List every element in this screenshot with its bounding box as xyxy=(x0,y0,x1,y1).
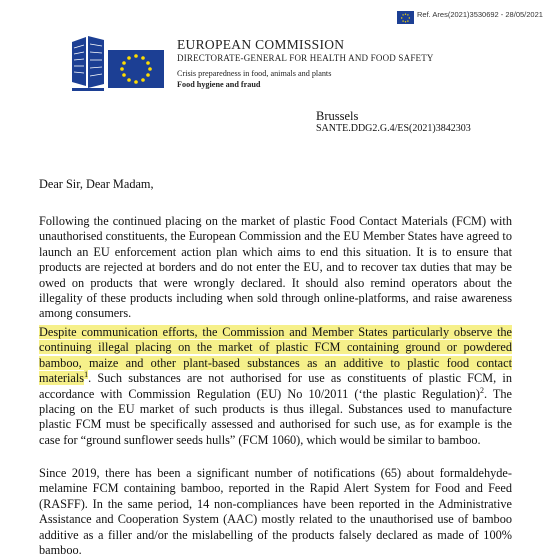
highlighted-text: Despite communication efforts, the Commission and Member States particularly observe the continuing illegal placing on the market of plastic FCM containing ground or powdered bamboo, maize and other plant-based substances as an additive to plastic food contact materials xyxy=(39,325,512,386)
commission-logo xyxy=(70,34,167,94)
paragraph-2-text-b: . The placing on the EU market of such products is thus illegal. Substances used to manufacture plastic FCM must be specifically assessed and authorised for such use, as for example is the case for “ground sunflower seeds hulls” (FCM 1060), which would be similar to bamboo. xyxy=(39,386,512,447)
eu-flag-logo-icon xyxy=(108,50,164,88)
directorate-name: Crisis preparedness in food, animals and plants xyxy=(177,69,332,78)
salutation: Dear Sir, Dear Madam, xyxy=(39,177,154,191)
paragraph-2 xyxy=(39,325,512,448)
dg-name: DIRECTORATE-GENERAL FOR HEALTH AND FOOD SAFETY xyxy=(177,53,434,63)
city: Brussels xyxy=(316,109,359,123)
paragraph-3: Since 2019, there has been a significant number of notifications (65) about formaldehyde-melamine FCM containing bamboo, reported in the Rapid Alert System for Food and Feed (RASFF). In the same period, 14 non-compliances have been reported in the Administrative Assistance and Cooperation System (AAC) mostly related to the unauthorised use of bamboo additive as a filler and/or the mislabelling of the products falsely declared as made of 100% bamboo. xyxy=(39,466,512,558)
document-reference: SANTE.DDG2.G.4/ES(2021)3842303 xyxy=(316,123,471,134)
paragraph-1: Following the continued placing on the market of plastic Food Contact Materials (FCM) with unauthorised constituents, the European Commission and the EU Member States have agreed to launch an EU enforcement action plan which aims to end this situation. It is to ensure that products are rejected at borders and do not enter the EU, and to recover tax duties that may be owed on products that were wrongly declared. It should also remind operators about the illegality of these products including when sold through online-platforms, and raise awareness among consumers. xyxy=(39,214,512,321)
eu-flag-icon xyxy=(397,11,414,23)
org-title: EUROPEAN COMMISSION xyxy=(177,37,345,52)
ares-reference: Ref. Ares(2021)3530692 - 28/05/2021 xyxy=(417,10,543,19)
footnote-2-marker: 2 xyxy=(479,385,484,395)
footnote-1-marker: 1 xyxy=(84,370,89,380)
unit-name: Food hygiene and fraud xyxy=(177,80,261,89)
paragraph-2-text-a: . Such substances are not authorised for use as constituents of plastic FCM, in accordance with Commission Regulation (EU) No 10/2011 (‘the plastic Regulation) xyxy=(39,371,512,401)
